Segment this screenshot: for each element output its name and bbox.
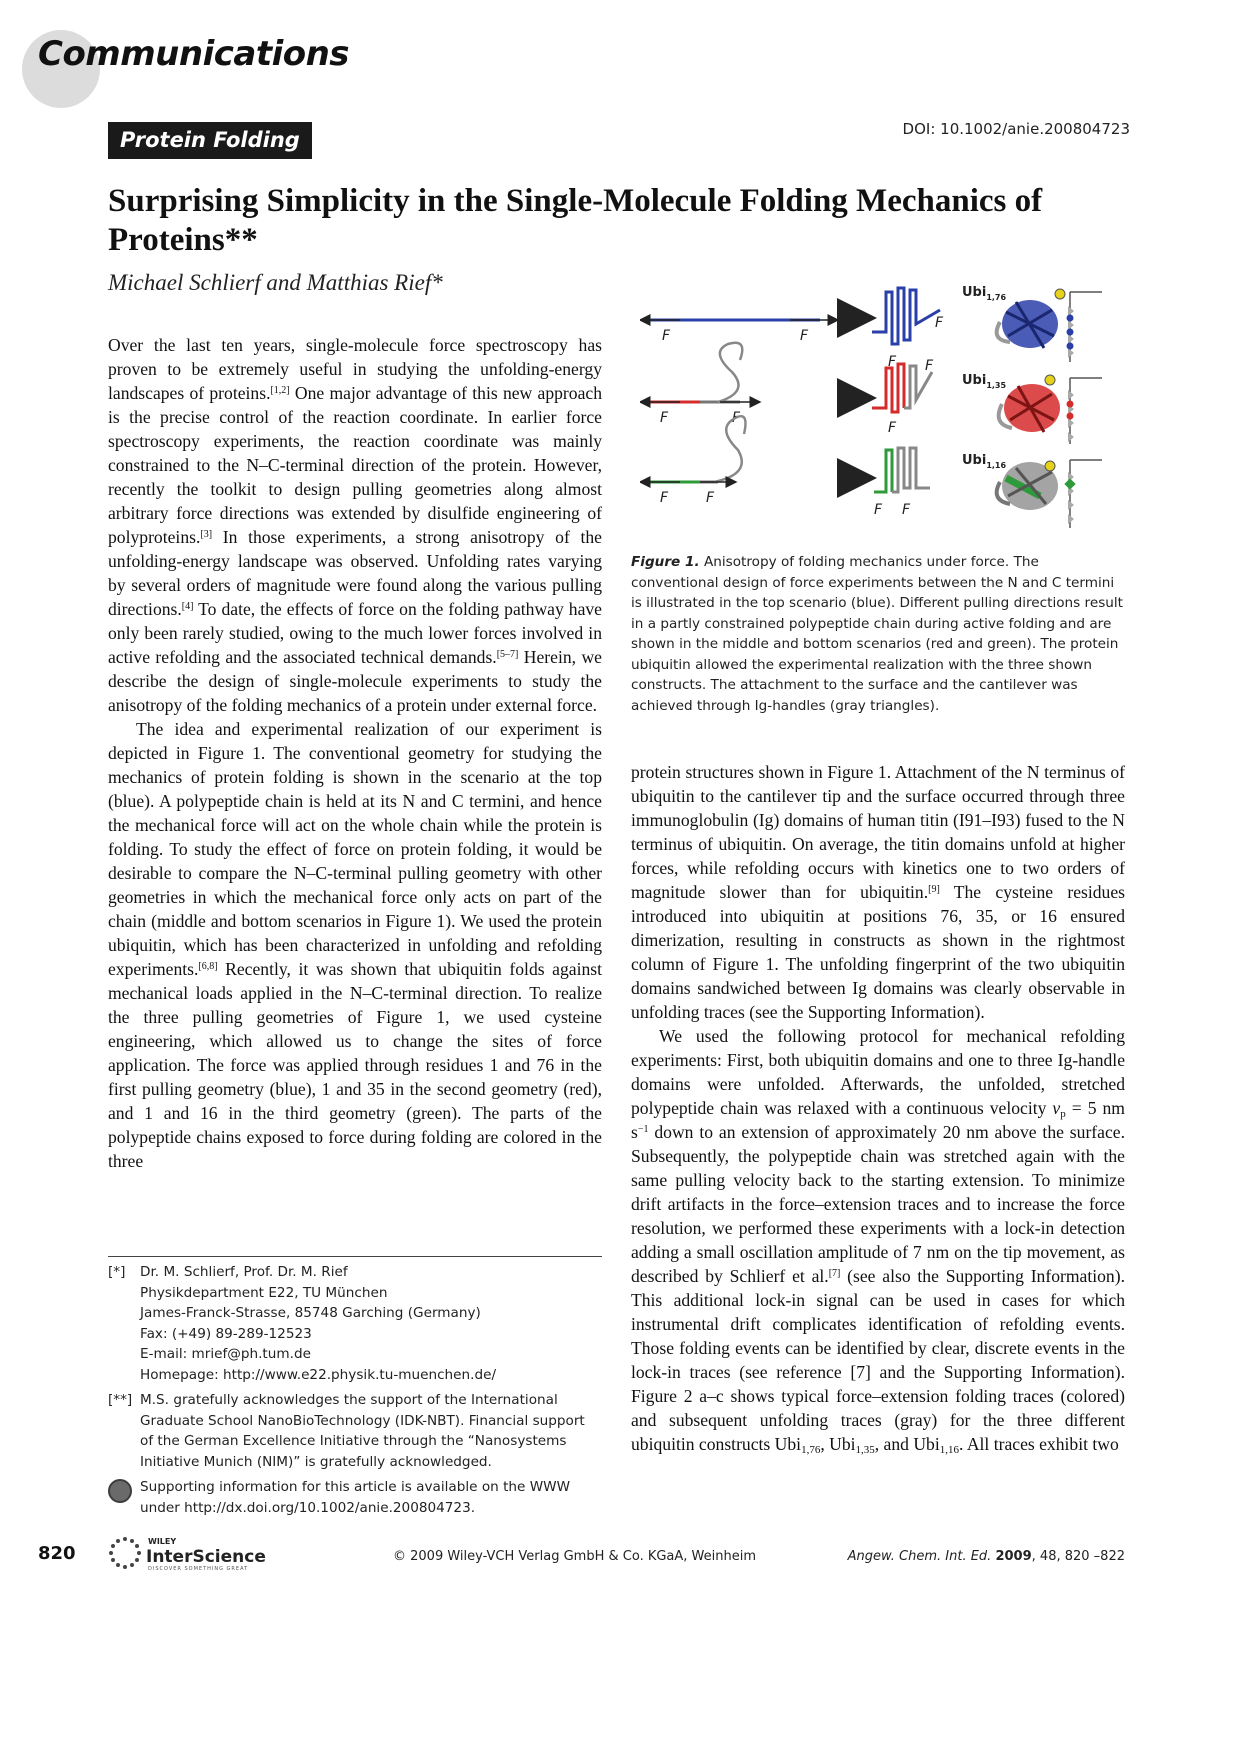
journal-year: 2009 xyxy=(995,1549,1032,1564)
footnote-text: M.S. gratefully acknowledges the support of the International Graduate School NanoBioTechnology (IDK-NBT). Financial support of the German Excellence Initiative through the “Nanosystems Initiative Munich (NIM)” is gratefully acknowledged. xyxy=(140,1392,585,1470)
paragraph: protein structures shown in Figure 1. Attachment of the N terminus of ubiquitin to the cantilever tip and the surface occurred through three immunoglobulin (Ig) domains of human titin (I91–I93) fused to the N terminus of ubiquitin. On average, the titin domains unfold at higher forces, while refolding occurs with kinetics one to two orders of magnitude slower than for ubiquitin.[9] The cysteine residues introduced into ubiquitin at positions 76, 35, or 16 ensured dimerization, resulting in constructs as shown in the rightmost column of Figure 1. The unfolding fingerprint of the two ubiquitin domains sandwiched between Ig domains was clearly observable in unfolding traces (see the Supporting Information). xyxy=(631,762,1125,1022)
footnote-mark: [*] xyxy=(108,1264,126,1280)
journal-volume-pages: , 48, 820 –822 xyxy=(1031,1549,1125,1564)
force-label: F xyxy=(660,410,669,426)
journal-citation xyxy=(848,1549,1125,1564)
paragraph: The idea and experimental realization of our experiment is depicted in Figure 1. The conventional geometry for studying the mechanics of protein folding is shown in the scenario at the top (blue). A polypeptide chain is held at its N and C termini, and hence the mechanical force will act on the whole chain while the protein is folding. To study the effect of force on protein folding, it would be desirable to compare the N–C-terminal pulling geometry with other geometries in which the mechanical force only acts on part of the chain (middle and bottom scenarios in Figure 1). We used the protein ubiquitin, which has been characterized in unfolding and refolding experiments.[6,8] Recently, it was shown that ubiquitin folds against mechanical loads applied in the N–C-terminal direction. To realize the three pulling geometries of Figure 1, we used cysteine engineering, which allowed us to change the sites of force application. The force was applied through residues 1 and 76 in the first pulling geometry (blue), 1 and 35 in the second geometry (red), and 1 and 16 in the third geometry (green). The parts of the polypeptide chains exposed to force during folding are colored in the three xyxy=(108,719,602,1171)
force-label: F xyxy=(660,490,669,506)
green-folded-chain xyxy=(874,450,892,492)
footnote-text[interactable]: Supporting information for this article is available on the WWW under http://dx.doi.org/10.1002/anie.200804723. xyxy=(140,1479,571,1516)
ubiquitin-structure-blue xyxy=(997,300,1058,348)
footnote-mark: [**] xyxy=(108,1392,133,1408)
doi[interactable]: DOI: 10.1002/anie.200804723 xyxy=(902,120,1130,138)
body-right-column xyxy=(631,760,1125,1456)
logo-brand: InterScience xyxy=(146,1547,266,1567)
footnote-line: Physikdepartment E22, TU München xyxy=(140,1284,388,1301)
logo-tagline: DISCOVER SOMETHING GREAT xyxy=(148,1566,249,1572)
figure-row-blue xyxy=(640,285,1102,370)
footnote-line: James-Franck-Strasse, 85748 Garching (Germany) xyxy=(140,1305,481,1321)
interscience-logo-icon xyxy=(108,1536,142,1570)
journal-name: Angew. Chem. Int. Ed. xyxy=(847,1549,992,1564)
figure-1 xyxy=(640,282,1126,544)
force-label: F xyxy=(662,328,671,344)
supporting-info-icon xyxy=(108,1479,132,1503)
copyright: © 2009 Wiley-VCH Verlag GmbH & Co. KGaA, Weinheim xyxy=(393,1549,757,1564)
topic-tag: Protein Folding xyxy=(108,122,312,159)
force-label: F xyxy=(888,354,897,370)
footnote-divider xyxy=(108,1256,602,1257)
footnote-homepage[interactable]: Homepage: http://www.e22.physik.tu-muenchen.de/ xyxy=(140,1366,497,1383)
body-left-column xyxy=(108,333,602,1173)
figure-caption-text: Anisotropy of folding mechanics under force. The conventional design of force experiments between the N and C termini is illustrated in the top scenario (blue). Different pulling directions result in a partly constrained polypeptide chain during active folding and are shown in the middle and bottom scenarios (red and green). The protein ubiquitin allowed the experimental realization with the three shown constructs. The attachment to the surface and the cantilever was achieved through Ig-handles (gray triangles). xyxy=(631,554,1124,714)
force-label: F xyxy=(874,502,883,518)
force-label: F xyxy=(902,502,911,518)
force-label: F xyxy=(732,410,741,426)
figure-row-green xyxy=(640,416,1102,528)
ubiquitin-structure-red xyxy=(999,384,1060,432)
force-label: F xyxy=(706,490,715,506)
footnote-line: Dr. M. Schlierf, Prof. Dr. M. Rief xyxy=(140,1264,348,1280)
blue-folded-chain xyxy=(872,288,940,344)
paragraph: Over the last ten years, single-molecule force spectroscopy has proven to be extremely useful in studying the unfolding-energy landscapes of proteins.[1,2] One major advantage of this new approach is the precise control of the reaction coordinate. In earlier force spectroscopy experiments, the reaction coordinate was mainly constrained to the N–C-terminal direction of the protein. However, recently the toolkit to design pulling geometries along almost arbitrary force directions was extended by disulfide engineering of polyproteins.[3] In those experiments, a strong anisotropy of the unfolding-energy landscape was observed. Unfolding rates varying by several orders of magnitude were found along the various pulling directions.[4] To date, the effects of force on the folding pathway have only been rarely studied, owing to the much lower forces involved in active refolding and the associated technical demands.[5–7] Herein, we describe the design of single-molecule experiments to study the anisotropy of the folding mechanics of a protein under external force. xyxy=(108,335,602,715)
paragraph: We used the following protocol for mechanical refolding experiments: First, both ubiquitin domains and one to three Ig-handle domains were unfolded. Afterwards, the unfolded, stretched polypeptide chain was relaxed with a continuous velocity $v_p = 5$ nm $s^{-1}$ down to an extension of approximately 20 nm above the surface. Subsequently, the polypeptide chain was stretched again with the same pulling velocity back to the starting extension. To minimize drift artifacts in the force–extension traces and to increase the force resolution, we performed these experiments with a lock-in detection adding a small oscillation amplitude of 7 nm on the tip movement, as described by Schlierf et al.[7] (see also the Supporting Information). This additional lock-in signal can be used in cases for which instrumental drift complicates identification of refolding events. Those folding events can be identified by clear, discrete events in the lock-in traces (see reference [7] and the Supporting Information). Figure 2 a–c shows typical force–extension folding traces (colored) and subsequent unfolding traces (gray) for the three different ubiquitin constructs Ubi$_{1,76}$, Ubi$_{1,35}$, and Ubi$_{1,16}$. All traces exhibit two xyxy=(631,1026,1125,1456)
footnote-acknowledgment xyxy=(108,1390,602,1472)
force-label: F xyxy=(925,358,934,374)
section-title: Communications xyxy=(38,34,350,74)
ubi-1-76-label: Ubi$_{1,76}$ xyxy=(962,285,1007,302)
article-title: Surprising Simplicity in the Single-Molecule Folding Mechanics of Proteins** xyxy=(108,183,1043,258)
figure-row-red xyxy=(640,343,1102,444)
interscience-logo xyxy=(108,1536,278,1572)
force-label: F xyxy=(800,328,809,344)
red-folded-chain xyxy=(872,364,904,412)
page-number: 820 xyxy=(38,1543,76,1564)
ubi-1-35-label: Ubi$_{1,35}$ xyxy=(962,373,1007,390)
logo-publisher: WILEY xyxy=(148,1537,177,1546)
article-authors: Michael Schlierf and Matthias Rief* xyxy=(108,270,443,295)
force-label: F xyxy=(935,315,944,331)
figure-caption-label: Figure 1. xyxy=(631,554,700,570)
figure-caption xyxy=(631,552,1125,716)
footnote-supporting-info xyxy=(108,1477,602,1518)
ubi-1-16-label: Ubi$_{1,16}$ xyxy=(962,453,1007,470)
footnote-email[interactable]: E-mail: mrief@ph.tum.de xyxy=(140,1346,311,1362)
force-label: F xyxy=(888,420,897,436)
footnote-affiliation xyxy=(108,1262,602,1385)
footnote-line: Fax: (+49) 89-289-12523 xyxy=(140,1325,312,1342)
footnotes xyxy=(108,1262,602,1523)
